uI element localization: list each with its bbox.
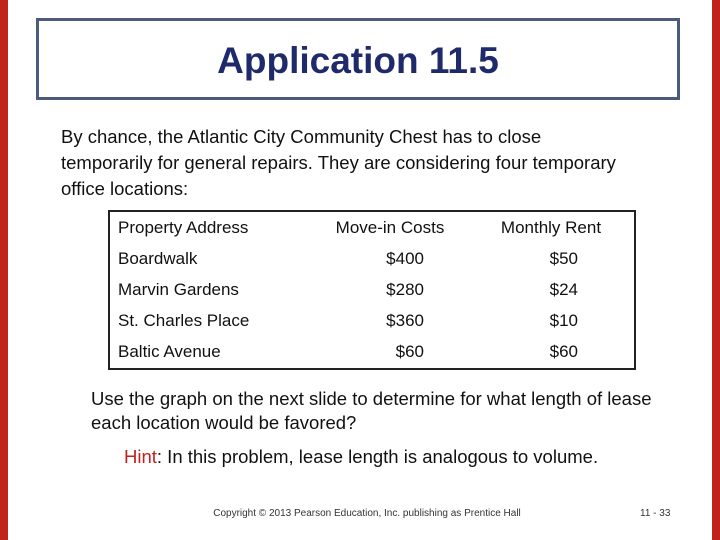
table-row-move-in: $280 — [386, 280, 424, 299]
intro-text: By chance, the Atlantic City Community Chest has to close temporarily for general repairs. They are considering four temporary office locations: — [61, 126, 616, 199]
table-row-address: St. Charles Place — [118, 311, 250, 330]
hint-text — [124, 446, 598, 468]
table-header-move-in: Move-in Costs — [335, 218, 445, 237]
table-row-move-in: $60 — [395, 342, 424, 361]
table-row-rent: $10 — [549, 311, 578, 330]
page-number: 11 - 33 — [640, 508, 671, 519]
table-row-move-in: $400 — [386, 249, 424, 268]
table-row-address: Marvin Gardens — [118, 280, 239, 299]
locations-table — [108, 210, 636, 370]
table-row-rent: $24 — [549, 280, 578, 299]
title-box — [36, 18, 680, 100]
hint-body: : In this problem, lease length is analogous to volume. — [156, 446, 599, 467]
question-text: Use the graph on the next slide to determine for what length of lease each location would be favored? — [91, 388, 652, 433]
hint-label: Hint — [124, 446, 157, 467]
table-header-rent: Monthly Rent — [500, 218, 602, 237]
copyright-footer: Copyright © 2013 Pearson Education, Inc. publishing as Prentice Hall — [213, 508, 521, 519]
table-row-address: Boardwalk — [118, 249, 198, 268]
table-row-rent: $50 — [549, 249, 578, 268]
table-header-address: Property Address — [118, 218, 249, 237]
table-row-move-in: $360 — [386, 311, 424, 330]
table-row-rent: $60 — [549, 342, 578, 361]
table-row-address: Baltic Avenue — [118, 342, 221, 361]
slide-title: Application 11.5 — [217, 40, 499, 81]
slide-content — [8, 0, 712, 540]
